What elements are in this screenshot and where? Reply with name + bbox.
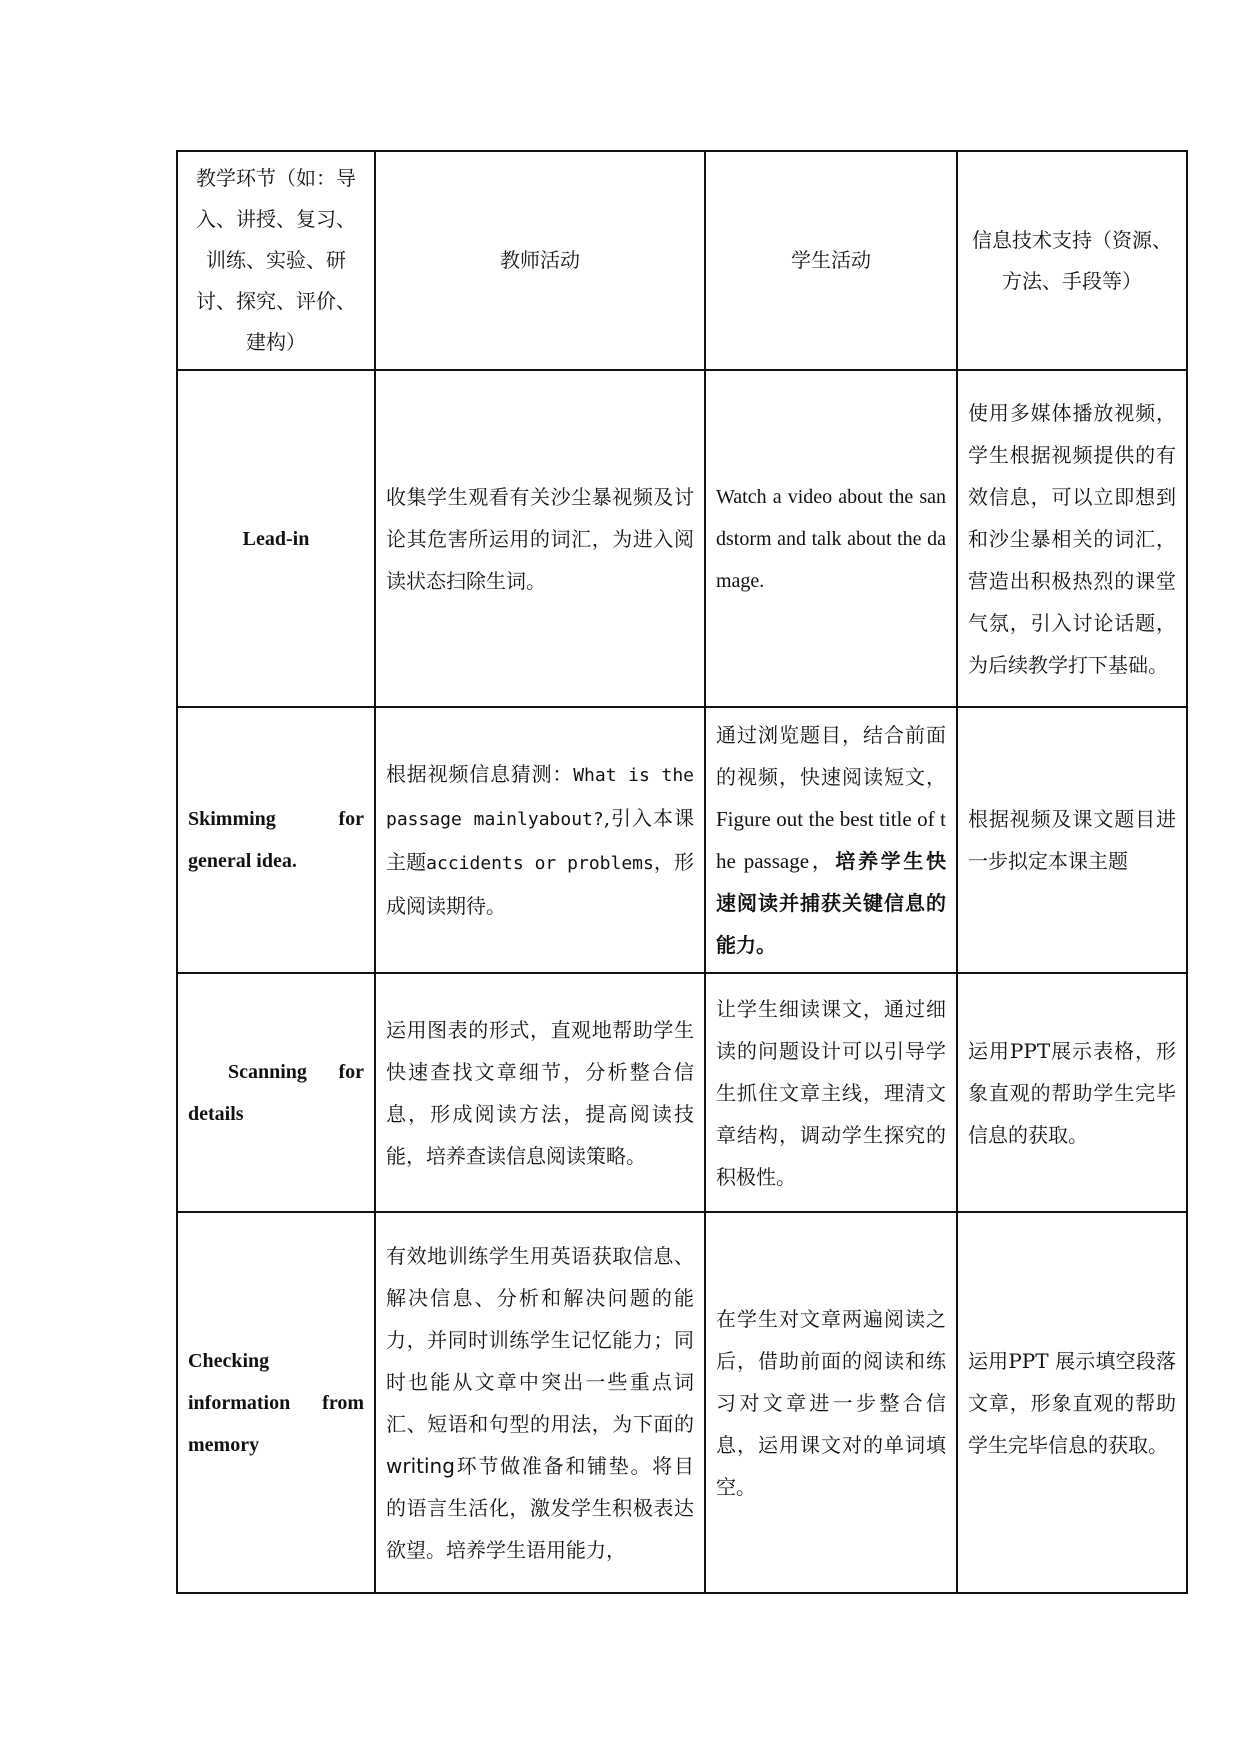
table-row (177, 707, 1187, 973)
stage-skimming-word1: Skimming (188, 808, 276, 830)
stage-scanning-word1: Scanning (228, 1060, 307, 1083)
teacher-activity-lead-in: 收集学生观看有关沙尘暴视频及讨论其危害所运用的词汇，为进入阅读状态扫除生词。 (375, 370, 705, 707)
teacher-checking-text1: 有效地训练学生用英语获取信息、解决信息、分析和解决问题的能力，并同时训练学生记忆能力；同时也能从文章中突出一些重点词汇、短语和句型的用法，为下面的 (386, 1243, 694, 1436)
lesson-plan-table (176, 150, 1188, 1594)
stage-checking-line1: Checking (188, 1349, 270, 1372)
teacher-activity-scanning: 运用图表的形式，直观地帮助学生快速查找文章细节，分析整合信息，形成阅读方法，提高阅读技能，培养查读信息阅读策略。 (375, 973, 705, 1212)
teacher-checking-writing: writing (386, 1453, 455, 1478)
student-activity-lead-in: Watch a video about the sandstorm and talk about the damage. (705, 370, 957, 707)
stage-scanning (177, 973, 375, 1212)
student-activity-scanning: 让学生细读课文，通过细读的问题设计可以引导学生抓住文章主线，理清文章结构，调动学生探究的积极性。 (705, 973, 957, 1212)
it-support-scanning: 运用PPT展示表格，形象直观的帮助学生完毕信息的获取。 (957, 973, 1187, 1212)
stage-checking (177, 1212, 375, 1593)
header-it-support: 信息技术支持（资源、方法、手段等） (957, 151, 1187, 370)
teacher-skimming-topic: accidents or problems (426, 853, 654, 874)
teacher-activity-checking (375, 1212, 705, 1593)
student-skimming-goal: 培养学生快速阅读并捕获关键信息的能力。 (716, 849, 946, 957)
teacher-activity-skimming (375, 707, 705, 973)
it-support-lead-in: 使用多媒体播放视频，学生根据视频提供的有效信息，可以立即想到和沙尘暴相关的词汇，营造出积极热烈的课堂气氛，引入讨论话题，为后续教学打下基础。 (957, 370, 1187, 707)
it-support-checking: 运用PPT 展示填空段落文章，形象直观的帮助学生完毕信息的获取。 (957, 1212, 1187, 1593)
stage-scanning-line1 (188, 1051, 364, 1093)
it-support-skimming: 根据视频及课文题目进一步拟定本课主题 (957, 707, 1187, 973)
student-skimming-text1: 通过浏览题目，结合前面的视频，快速阅读短文， (716, 723, 946, 789)
stage-skimming-word2: for (338, 808, 364, 830)
table-row (177, 1212, 1187, 1593)
stage-lead-in: Lead-in (177, 370, 375, 707)
stage-scanning-word2: for (338, 1060, 364, 1083)
header-teacher-activity: 教师活动 (375, 151, 705, 370)
stage-skimming-line1 (188, 798, 364, 840)
stage-skimming-line2: general idea. (188, 850, 297, 872)
stage-skimming (177, 707, 375, 973)
table-row (177, 973, 1187, 1212)
stage-checking-line2 (188, 1382, 364, 1424)
teacher-checking-text2: 环节做准备和铺垫。将目的语言生活化，激发学生积极表达欲望。培养学生语用能力， (386, 1453, 694, 1562)
teacher-skimming-question: What is the passage mainlyabout? (386, 765, 694, 830)
header-stage: 教学环节（如：导入、讲授、复习、训练、实验、研讨、探究、评价、建构） (177, 151, 375, 370)
table-header-row (177, 151, 1187, 370)
student-skimming-english: Figure out the best title of the passage， (716, 807, 946, 873)
student-activity-skimming (705, 707, 957, 973)
stage-checking-word2: information (188, 1391, 291, 1414)
header-student-activity: 学生活动 (705, 151, 957, 370)
stage-checking-word3: from (322, 1391, 364, 1414)
stage-scanning-line2: details (188, 1102, 244, 1125)
teacher-skimming-text2: ,引入本课主题 (386, 806, 694, 874)
stage-checking-line3: memory (188, 1433, 260, 1456)
table-row (177, 370, 1187, 707)
teacher-skimming-text1: 根据视频信息猜测： (386, 762, 574, 786)
student-activity-checking: 在学生对文章两遍阅读之后，借助前面的阅读和练习对文章进一步整合信息，运用课文对的单词填空。 (705, 1212, 957, 1593)
teacher-skimming-text3: ，形成阅读期待。 (386, 850, 694, 918)
